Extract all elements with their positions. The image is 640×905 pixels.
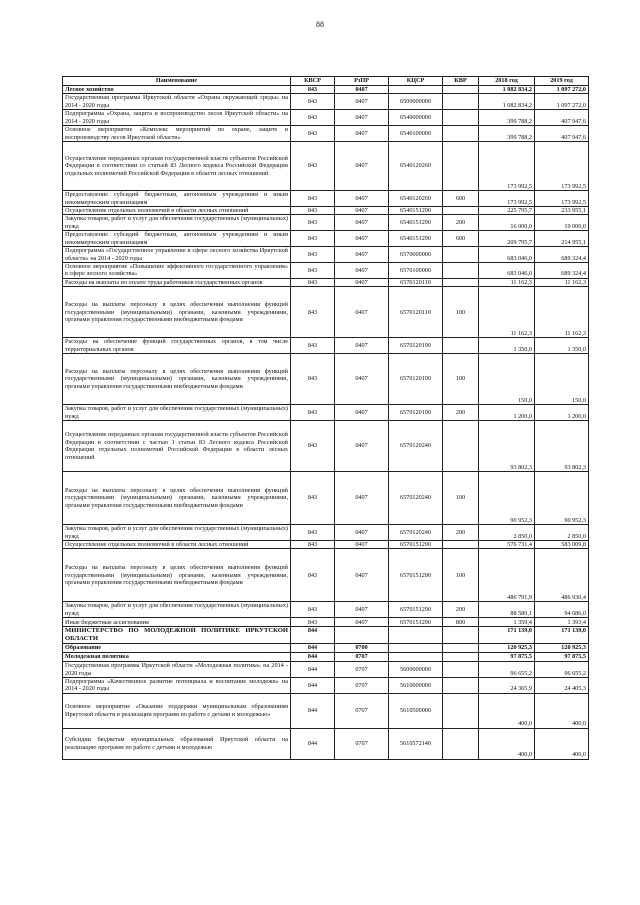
row-2018: 173 992,5	[479, 142, 535, 191]
row-rzpr: 0407	[335, 287, 389, 338]
row-name: Субсидии бюджетам муниципальных образований Иркутской области на реализацию программ по работе с детьми и молодежью	[63, 728, 291, 759]
row-2019: 486 930,4	[535, 549, 589, 602]
budget-table	[62, 76, 589, 760]
row-2019: 583 009,8	[535, 540, 589, 548]
table-row	[63, 602, 589, 618]
row-kcsr: 5600000000	[389, 662, 443, 678]
row-2018: 11 162,3	[479, 278, 535, 286]
row-name: Закупка товаров, работ и услуг для обеспечения государственных (муниципальных) нужд	[63, 405, 291, 421]
row-2018: 683 046,0	[479, 263, 535, 279]
row-kvsr: 843	[291, 525, 335, 541]
row-2019: 407 947,6	[535, 126, 589, 142]
row-rzpr: 0707	[335, 653, 389, 662]
table-row	[63, 421, 589, 472]
row-rzpr: 0407	[335, 472, 389, 525]
row-kvr	[443, 278, 479, 286]
row-kvr: 200	[443, 525, 479, 541]
row-2019: 1 097 272,0	[535, 86, 589, 94]
table-row	[63, 405, 589, 421]
row-kvsr: 843	[291, 126, 335, 142]
row-2018: 11 162,3	[479, 287, 535, 338]
row-kvr: 600	[443, 231, 479, 247]
table-row	[63, 627, 589, 644]
table-row	[63, 549, 589, 602]
row-kcsr: 6570120190	[389, 338, 443, 354]
row-2019: 150,0	[535, 354, 589, 405]
row-name: Молодежная политика	[63, 653, 291, 662]
row-kvr: 800	[443, 618, 479, 627]
row-name: Осуществление отдельных полномочий в области лесных отношений	[63, 540, 291, 548]
table-row	[63, 662, 589, 678]
row-2019: 173 992,5	[535, 191, 589, 207]
row-kcsr: 6540151290	[389, 206, 443, 214]
row-2018: 1 200,0	[479, 405, 535, 421]
row-kcsr: 6540151290	[389, 231, 443, 247]
row-2018: 24 365,9	[479, 677, 535, 693]
row-rzpr: 0407	[335, 142, 389, 191]
row-kvr	[443, 247, 479, 263]
row-name: Образование	[63, 644, 291, 653]
row-kcsr: 6570151290	[389, 549, 443, 602]
header-name: Наименование	[63, 77, 291, 86]
header-2019: 2019 год	[535, 77, 589, 86]
row-kvsr: 844	[291, 644, 335, 653]
row-kcsr: 5610500000	[389, 693, 443, 728]
row-name: Осуществление переданных органам государственной власти субъектов Российской Федерации в соответствии со статьей 83 Лесного кодекса Российской Федерации отдельных полномочий Российской Федерации в области лесных отношений	[63, 142, 291, 191]
table-row	[63, 338, 589, 354]
row-2018: 120 925,3	[479, 644, 535, 653]
row-kvsr: 844	[291, 662, 335, 678]
row-rzpr: 0407	[335, 354, 389, 405]
table-row	[63, 644, 589, 653]
row-2018: 1 359,4	[479, 618, 535, 627]
row-kvsr: 843	[291, 263, 335, 279]
row-name: Подпрограмма «Качественное развитие потенциала и воспитание молодежи» на 2014 - 2020 годы	[63, 677, 291, 693]
table-row	[63, 247, 589, 263]
row-2018: 486 791,9	[479, 549, 535, 602]
row-kvsr: 843	[291, 287, 335, 338]
row-2019: 11 162,3	[535, 278, 589, 286]
row-2019: 689 324,4	[535, 263, 589, 279]
row-kvsr: 843	[291, 247, 335, 263]
row-2019: 94 686,0	[535, 602, 589, 618]
row-rzpr: 0407	[335, 86, 389, 94]
row-2018: 150,0	[479, 354, 535, 405]
row-rzpr: 0707	[335, 677, 389, 693]
row-name: Предоставление субсидий бюджетным, автономным учреждениям и иным некоммерческим организациям	[63, 231, 291, 247]
row-2019: 400,0	[535, 693, 589, 728]
row-kcsr: 6540120260	[389, 191, 443, 207]
row-kvsr: 843	[291, 618, 335, 627]
row-2018: 93 802,3	[479, 421, 535, 472]
row-2018: 225 795,7	[479, 206, 535, 214]
row-2018: 576 731,4	[479, 540, 535, 548]
row-kvsr: 843	[291, 540, 335, 548]
table-row	[63, 677, 589, 693]
header-rzpr: РзПР	[335, 77, 389, 86]
row-rzpr: 0407	[335, 602, 389, 618]
row-name: Расходы на выплаты по оплате труда работников государственных органов	[63, 278, 291, 286]
row-name: Лесное хозяйство	[63, 86, 291, 94]
table-header-row	[63, 77, 589, 86]
row-2019: 400,0	[535, 728, 589, 759]
row-2019: 90 952,3	[535, 472, 589, 525]
table-row	[63, 287, 589, 338]
row-kcsr: 6570120240	[389, 525, 443, 541]
row-kcsr: 6540000000	[389, 110, 443, 126]
row-kvsr: 843	[291, 338, 335, 354]
row-2018: 683 046,0	[479, 247, 535, 263]
row-kvr	[443, 662, 479, 678]
row-kvsr: 844	[291, 693, 335, 728]
row-kcsr: 6570120190	[389, 405, 443, 421]
table-row	[63, 693, 589, 728]
row-name: Государственная программа Иркутской области «Охрана окружающей среды» на 2014 - 2020 годы	[63, 94, 291, 110]
row-kcsr: 6570120190	[389, 354, 443, 405]
row-2018: 97 875,5	[479, 653, 535, 662]
table-row	[63, 126, 589, 142]
row-kvsr: 844	[291, 653, 335, 662]
row-2019: 173 992,5	[535, 142, 589, 191]
row-kcsr: 5610000000	[389, 677, 443, 693]
row-kvsr: 843	[291, 278, 335, 286]
row-kvsr: 843	[291, 206, 335, 214]
row-kcsr: 6570120240	[389, 472, 443, 525]
row-kvr: 100	[443, 472, 479, 525]
table-row	[63, 525, 589, 541]
row-rzpr: 0407	[335, 540, 389, 548]
row-kcsr: 6570000000	[389, 247, 443, 263]
row-2018: 1 082 834,2	[479, 86, 535, 94]
row-kcsr	[389, 653, 443, 662]
row-kcsr: 6570120110	[389, 278, 443, 286]
row-kcsr: 6570100000	[389, 263, 443, 279]
row-kvsr: 843	[291, 405, 335, 421]
header-kvsr: КВСР	[291, 77, 335, 86]
row-name: Осуществление отдельных полномочий в области лесных отношений	[63, 206, 291, 214]
row-kvr: 600	[443, 191, 479, 207]
row-kcsr: 6570151290	[389, 540, 443, 548]
row-kvr	[443, 728, 479, 759]
row-rzpr: 0407	[335, 206, 389, 214]
row-kcsr	[389, 86, 443, 94]
header-kcsr: КЦСР	[389, 77, 443, 86]
row-name: Основное мероприятие «Повышение эффективного государственного управления» в сфере лесного хозяйства»	[63, 263, 291, 279]
row-rzpr: 0407	[335, 421, 389, 472]
table-row	[63, 728, 589, 759]
row-2019: 171 139,0	[535, 627, 589, 644]
row-kvr	[443, 110, 479, 126]
row-kvsr: 844	[291, 728, 335, 759]
row-name: Расходы на выплаты персоналу в целях обеспечения выполнения функций государственными (муниципальными) органами, казенными учреждениями, органами управления государственными внебюджетными фондами	[63, 354, 291, 405]
row-kvr	[443, 126, 479, 142]
row-2018: 88 580,1	[479, 602, 535, 618]
table-row	[63, 472, 589, 525]
row-kvr: 100	[443, 354, 479, 405]
row-2018: 171 139,0	[479, 627, 535, 644]
row-name: Основное мероприятие «Комплекс мероприятий по охране, защите и воспроизводству лесов Иркутской области»	[63, 126, 291, 142]
row-2019: 24 405,3	[535, 677, 589, 693]
row-kvsr: 843	[291, 602, 335, 618]
row-2018: 1 350,0	[479, 338, 535, 354]
table-row	[63, 215, 589, 231]
row-rzpr: 0407	[335, 338, 389, 354]
row-rzpr: 0407	[335, 405, 389, 421]
row-kvr	[443, 86, 479, 94]
row-2018: 400,0	[479, 728, 535, 759]
table-row	[63, 263, 589, 279]
row-2018: 16 000,0	[479, 215, 535, 231]
table-row	[63, 94, 589, 110]
row-kcsr: 6500000000	[389, 94, 443, 110]
row-name: Основное мероприятие «Оказание поддержки муниципальным образованиям Иркутской области в реализации программ по работе с детьми и молодежью»	[63, 693, 291, 728]
table-row	[63, 206, 589, 214]
row-kvr: 200	[443, 405, 479, 421]
row-rzpr: 0407	[335, 549, 389, 602]
table-row	[63, 86, 589, 94]
row-kvsr: 843	[291, 191, 335, 207]
row-name: Подпрограмма «Государственное управление в сфере лесного хозяйства Иркутской области» на 2014 - 2020 годы	[63, 247, 291, 263]
row-2018: 173 992,5	[479, 191, 535, 207]
row-kvr	[443, 540, 479, 548]
row-2019: 407 947,6	[535, 110, 589, 126]
row-name: Расходы на выплаты персоналу в целях обеспечения выполнения функций государственными (муниципальными) органами, казенными учреждениями, органами управления государственными внебюджетными фондами	[63, 472, 291, 525]
row-kvr: 100	[443, 287, 479, 338]
row-2018: 399 788,2	[479, 126, 535, 142]
row-rzpr: 0407	[335, 126, 389, 142]
row-rzpr: 0407	[335, 94, 389, 110]
row-2018: 2 850,0	[479, 525, 535, 541]
row-2019: 97 875,5	[535, 653, 589, 662]
row-kvsr: 843	[291, 142, 335, 191]
table-row	[63, 354, 589, 405]
row-kcsr: 6570151290	[389, 618, 443, 627]
row-2018: 1 082 834,2	[479, 94, 535, 110]
table-row	[63, 278, 589, 286]
row-kcsr	[389, 644, 443, 653]
table-row	[63, 540, 589, 548]
row-rzpr: 0407	[335, 247, 389, 263]
row-rzpr: 0407	[335, 525, 389, 541]
row-2019: 1 200,0	[535, 405, 589, 421]
row-rzpr	[335, 627, 389, 644]
row-2019: 1 350,0	[535, 338, 589, 354]
row-kvsr: 843	[291, 472, 335, 525]
table-body	[63, 86, 589, 760]
row-kvr	[443, 644, 479, 653]
row-name: МИНИСТЕРСТВО ПО МОЛОДЕЖНОЙ ПОЛИТИКЕ ИРКУТСКОЙ ОБЛАСТИ	[63, 627, 291, 644]
row-kvsr: 843	[291, 94, 335, 110]
row-name: Закупка товаров, работ и услуг для обеспечения государственных (муниципальных) нужд	[63, 602, 291, 618]
row-rzpr: 0407	[335, 110, 389, 126]
row-2019: 1 393,4	[535, 618, 589, 627]
row-2019: 1 097 272,0	[535, 94, 589, 110]
row-rzpr: 0707	[335, 728, 389, 759]
row-rzpr: 0700	[335, 644, 389, 653]
row-2019: 96 655,2	[535, 662, 589, 678]
row-rzpr: 0407	[335, 231, 389, 247]
row-kvr	[443, 94, 479, 110]
row-name: Подпрограмма «Охрана, защита и воспроизводство лесов Иркутской области» на 2014 - 2020 годы	[63, 110, 291, 126]
table-row	[63, 231, 589, 247]
row-kcsr: 6540151290	[389, 215, 443, 231]
table-row	[63, 110, 589, 126]
row-2018: 90 952,3	[479, 472, 535, 525]
row-2018: 96 655,2	[479, 662, 535, 678]
row-2018: 209 795,7	[479, 231, 535, 247]
row-2019: 93 802,3	[535, 421, 589, 472]
row-kvr	[443, 627, 479, 644]
row-2019: 233 955,1	[535, 206, 589, 214]
header-2018: 2018 год	[479, 77, 535, 86]
row-name: Осуществление переданных органам государственной власти субъектов Российской Федерации в соответствии с частью 1 статьи 83 Лесного кодекса Российской Федерации отдельных полномочий Российской Федерации в области лесных отношений	[63, 421, 291, 472]
row-2019: 2 850,0	[535, 525, 589, 541]
table-row	[63, 142, 589, 191]
row-name: Предоставление субсидий бюджетным, автономным учреждениям и иным некоммерческим организациям	[63, 191, 291, 207]
row-rzpr: 0407	[335, 278, 389, 286]
table-row	[63, 618, 589, 627]
row-kvsr: 843	[291, 421, 335, 472]
header-kvr: КВР	[443, 77, 479, 86]
row-kvsr: 843	[291, 110, 335, 126]
row-kvr	[443, 693, 479, 728]
row-rzpr: 0407	[335, 263, 389, 279]
row-kvr: 100	[443, 549, 479, 602]
row-kvr	[443, 263, 479, 279]
row-kvsr: 843	[291, 215, 335, 231]
row-kvsr: 843	[291, 86, 335, 94]
row-2018: 399 788,2	[479, 110, 535, 126]
row-2019: 689 324,4	[535, 247, 589, 263]
row-kvr	[443, 206, 479, 214]
row-kcsr	[389, 627, 443, 644]
row-kcsr: 6540120260	[389, 142, 443, 191]
row-rzpr: 0407	[335, 191, 389, 207]
row-2019: 11 162,3	[535, 287, 589, 338]
row-name: Расходы на выплаты персоналу в целях обеспечения выполнения функций государственными (муниципальными) органами, казенными учреждениями, органами управления государственными внебюджетными фондами	[63, 549, 291, 602]
table-row	[63, 191, 589, 207]
row-2019: 19 000,0	[535, 215, 589, 231]
row-name: Иные бюджетные ассигнования	[63, 618, 291, 627]
row-2019: 214 955,1	[535, 231, 589, 247]
row-2018: 400,0	[479, 693, 535, 728]
page-number: 88	[316, 20, 324, 29]
row-name: Закупка товаров, работ и услуг для обеспечения государственных (муниципальных) нужд	[63, 215, 291, 231]
row-kvr	[443, 421, 479, 472]
row-2019: 120 925,3	[535, 644, 589, 653]
row-name: Расходы на обеспечение функций государственных органов, в том числе территориальных органов	[63, 338, 291, 354]
row-name: Расходы на выплаты персоналу в целях обеспечения выполнения функций государственными (муниципальными) органами, казенными учреждениями, органами управления государственными внебюджетными фондами	[63, 287, 291, 338]
row-kvsr: 844	[291, 627, 335, 644]
row-kcsr: 6570120110	[389, 287, 443, 338]
row-kvsr: 844	[291, 677, 335, 693]
row-rzpr: 0407	[335, 618, 389, 627]
row-kvr: 200	[443, 215, 479, 231]
row-rzpr: 0407	[335, 215, 389, 231]
row-kvr	[443, 653, 479, 662]
row-rzpr: 0707	[335, 662, 389, 678]
row-rzpr: 0707	[335, 693, 389, 728]
row-kvsr: 843	[291, 231, 335, 247]
row-kvr	[443, 142, 479, 191]
row-kvr	[443, 338, 479, 354]
row-kvr	[443, 677, 479, 693]
row-name: Государственная программа Иркутской области «Молодежная политика» на 2014 - 2020 годы	[63, 662, 291, 678]
row-kvr: 200	[443, 602, 479, 618]
table-row	[63, 653, 589, 662]
row-name: Закупка товаров, работ и услуг для обеспечения государственных (муниципальных) нужд	[63, 525, 291, 541]
row-kcsr: 5610572140	[389, 728, 443, 759]
row-kcsr: 6540100000	[389, 126, 443, 142]
row-kvsr: 843	[291, 354, 335, 405]
row-kvsr: 843	[291, 549, 335, 602]
row-kcsr: 6570151290	[389, 602, 443, 618]
row-kcsr: 6570120240	[389, 421, 443, 472]
